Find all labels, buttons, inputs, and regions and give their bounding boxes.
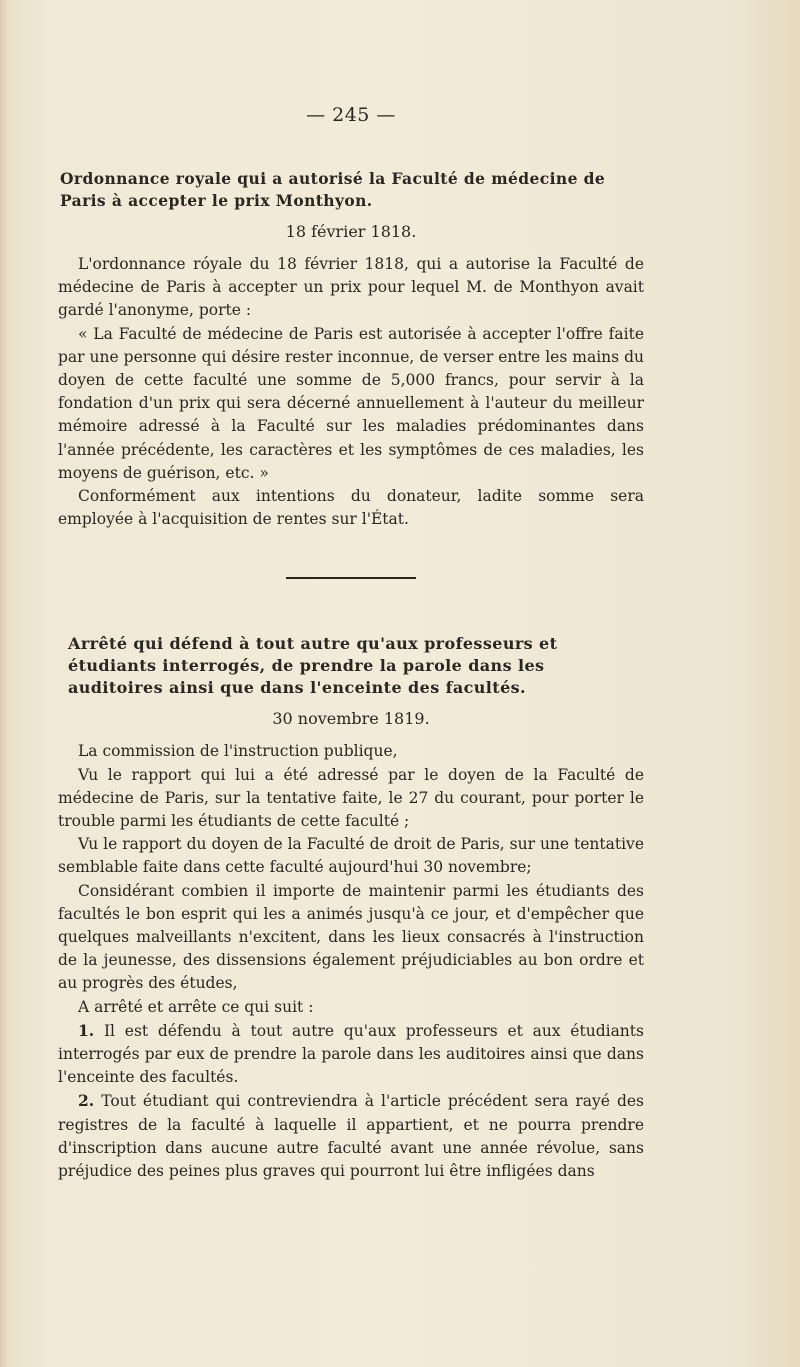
section-title-arrete: Arrêté qui défend à tout autre qu'aux professeurs et étudiants interrogés, de prendre la parole dans les auditoires ainsi que dans l'enceinte des facultés. bbox=[68, 634, 558, 698]
paragraph: L'ordonnance róyale du 18 février 1818, qui a autorise la Faculté de médecine de Paris à accepter un prix pour lequel M. de Monthyon avait gardé l'anonyme, porte : bbox=[58, 255, 644, 320]
paragraph: Considérant combien il importe de maintenir parmi les étudiants des facultés le bon esprit qui les a animés jusqu'à ce jour, et d'empêcher que quelques malveillants n'excitent, dans les lieux consacrés à l'instruction de la jeunesse, des dissensions également préjudiciables au bon ordre et au progrès des études, bbox=[58, 881, 644, 993]
section-title-ordonnance: Ordonnance royale qui a autorisé la Faculté de médecine de Paris à accepter le prix Monthyon. bbox=[60, 169, 606, 210]
article-number: 2. bbox=[78, 1091, 95, 1111]
article-1 bbox=[58, 1019, 644, 1090]
paragraph: La commission de l'instruction publique, bbox=[78, 742, 398, 761]
paragraph: Conformément aux intentions du donateur, ladite somme sera employée à l'acquisition de rentes sur l'État. bbox=[58, 487, 644, 529]
page-number: — 245 — bbox=[306, 104, 396, 126]
article-number: 1. bbox=[78, 1020, 95, 1040]
article-text: Tout étudiant qui contreviendra à l'article précédent sera rayé des registres de la faculté à laquelle il appartient, et ne pourra prendre d'inscription dans aucune autre faculté avant une année révolue, sans préjudice des peines plus graves qui pourront lui être infligées dans bbox=[58, 1092, 644, 1181]
article-text: Il est défendu à tout autre qu'aux professeurs et aux étudiants interrogés par eux de prendre la parole dans les auditoires ainsi que dans l'enceinte des facultés. bbox=[58, 1021, 644, 1087]
page-binding-edge bbox=[0, 0, 8, 1367]
paragraph: « La Faculté de médecine de Paris est autorisée à accepter l'offre faite par une personne qui désire rester inconnue, de verser entre les mains du doyen de cette faculté une somme de 5,000 francs, pour servir à la fondation d'un prix qui sera décerné annuellement à l'auteur du meilleur mémoire adressé à la Faculté sur les maladies prédominantes dans l'année précédente, les caractères et les symptômes de ces maladies, les moyens de guérison, etc. » bbox=[58, 324, 644, 482]
section-divider bbox=[286, 577, 416, 579]
page-content bbox=[58, 104, 644, 1183]
paragraph: Vu le rapport du doyen de la Faculté de droit de Paris, sur une tentative semblable faite dans cette faculté aujourd'hui 30 novembre; bbox=[58, 835, 644, 877]
paragraph: Vu le rapport qui lui a été adressé par le doyen de la Faculté de médecine de Paris, sur la tentative faite, le 27 du courant, pour porter le trouble parmi les étudiants de cette faculté ; bbox=[58, 765, 644, 831]
section-date-ordonnance: 18 février 1818. bbox=[285, 222, 417, 241]
section-date-arrete: 30 novembre 1819. bbox=[272, 709, 430, 729]
paragraph: A arrêté et arrête ce qui suit : bbox=[78, 997, 314, 1016]
article-2 bbox=[58, 1089, 644, 1183]
